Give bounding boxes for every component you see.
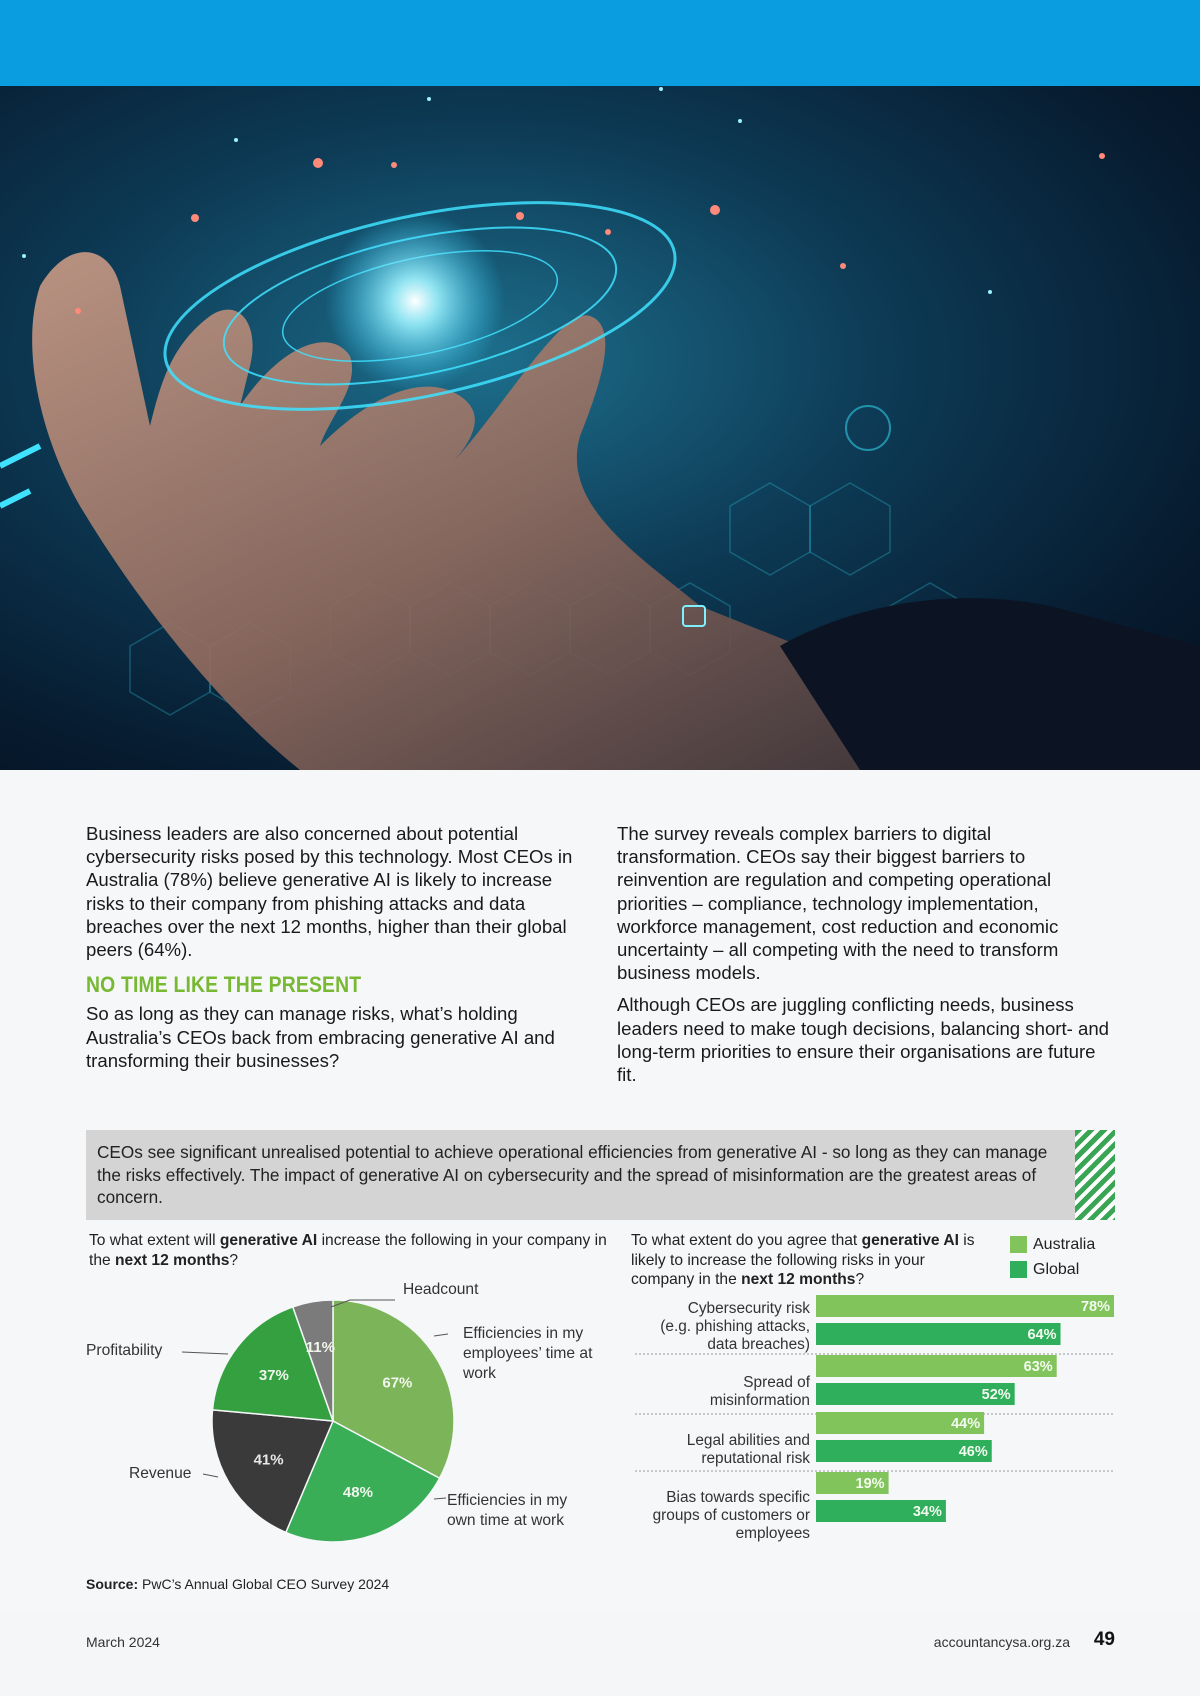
question-text: increase the following in your company in the	[89, 1232, 607, 1269]
hatch-decoration	[1075, 1130, 1115, 1220]
article-right-column	[617, 822, 1117, 1095]
question-bold: generative AI	[219, 1232, 318, 1249]
bar-category-line: Bias towards specific	[666, 1489, 810, 1506]
legend-label: Global	[1033, 1260, 1080, 1278]
bar-value-label: 46%	[958, 1444, 988, 1460]
legend-swatch	[1010, 1261, 1027, 1278]
pie-label-own-time: Efficiencies in my own time at work	[447, 1492, 568, 1529]
pie-value-label: 37%	[258, 1366, 289, 1384]
bar-category-line: Spread of	[743, 1374, 810, 1391]
pie-label-revenue: Revenue	[129, 1465, 192, 1482]
source-text: PwC’s Annual Global CEO Survey 2024	[138, 1576, 390, 1592]
bar-category-line: data breaches)	[707, 1336, 810, 1353]
bar-category-label	[660, 1300, 810, 1354]
bar-value-label: 78%	[1080, 1299, 1110, 1315]
leader-line-profitability	[182, 1352, 228, 1354]
footer-site-link[interactable]: accountancysa.org.za	[933, 1634, 1070, 1650]
pie-value-label: 11%	[305, 1339, 335, 1357]
pie-label-employees-time: Efficiencies in my employees’ time at work	[463, 1325, 593, 1382]
bar-category-line: Legal abilities and	[686, 1432, 810, 1449]
bar-australia	[816, 1355, 1057, 1377]
bar-question	[631, 1231, 981, 1290]
question-text: is likely to increase the following risks in your company in the	[631, 1232, 975, 1288]
pie-value-label: 67%	[382, 1374, 413, 1392]
banner-text: CEOs see significant unrealised potential to achieve operational efficiencies from generative AI - so long as they can manage the risks effectively. The impact of generative AI on cybersecurity and the spread of misinformation are the greatest areas of concern.	[97, 1142, 1048, 1208]
bar-value-label: 34%	[912, 1504, 942, 1520]
bar-legend	[1010, 1232, 1095, 1282]
bar-australia	[816, 1295, 1114, 1317]
legend-item-australia	[1010, 1232, 1095, 1257]
hero-image	[0, 86, 1200, 770]
bar-category-label	[653, 1489, 810, 1543]
left-paragraph-2: So as long as they can manage risks, what’s holding Australia’s CEOs back from embracing generative AI and transforming their businesses?	[86, 1003, 555, 1071]
source-note	[86, 1576, 389, 1592]
leader-line-employees-time	[434, 1334, 448, 1336]
leader-line-own-time	[434, 1498, 446, 1499]
leader-line-revenue	[203, 1474, 218, 1477]
bar-category-label	[687, 1432, 810, 1468]
footer-date: March 2024	[86, 1634, 160, 1650]
pie-label-profitability: Profitability	[86, 1342, 163, 1359]
bar-category-line: groups of customers or	[652, 1507, 810, 1524]
question-bold: generative AI	[861, 1232, 959, 1249]
top-color-bar	[0, 0, 1200, 86]
hero-illustration	[0, 86, 1200, 770]
page-number: 49	[1093, 1629, 1115, 1650]
article-left-column	[86, 822, 586, 1081]
left-paragraph-1: Business leaders are also concerned about potential cybersecurity risks posed by this technology. Most CEOs in Australia (78%) believe generative AI is likely to increase risks to their company from phishing attacks and data breaches over the next 12 months, higher than their global peers (64%).	[86, 823, 573, 961]
legend-item-global	[1010, 1257, 1095, 1282]
question-bold: next 12 months	[115, 1251, 230, 1269]
bar-value-label: 19%	[855, 1476, 885, 1492]
section-subhead: NO TIME LIKE THE PRESENT	[86, 972, 362, 998]
question-text: To what extent will	[89, 1232, 220, 1249]
question-text: To what extent do you agree that	[631, 1232, 862, 1249]
bar-global	[816, 1323, 1061, 1345]
bar-category-line: Cybersecurity risk	[687, 1300, 810, 1317]
bar-category-line: employees	[735, 1525, 810, 1542]
source-label: Source:	[86, 1576, 139, 1592]
bar-category-label	[710, 1374, 810, 1410]
question-bold: next 12 months	[741, 1271, 856, 1288]
bar-category-line: reputational risk	[701, 1450, 810, 1467]
right-paragraph-1: The survey reveals complex barriers to digital transformation. CEOs say their biggest barriers to reinvention are regulation and competing operational priorities – compliance, technology implementation, workforce management, cost reduction and economic uncertainty – all competing with the need to transform business models.	[617, 823, 1059, 984]
bar-value-label: 44%	[951, 1416, 981, 1432]
legend-label: Australia	[1033, 1235, 1096, 1253]
question-text: ?	[229, 1251, 239, 1269]
infographic-banner	[86, 1130, 1115, 1220]
bar-category-line: misinformation	[709, 1392, 810, 1409]
bar-value-label: 64%	[1027, 1327, 1057, 1343]
bar-value-label: 63%	[1023, 1359, 1053, 1375]
question-text: ?	[855, 1271, 865, 1288]
right-paragraph-2: Although CEOs are juggling conflicting needs, business leaders need to make tough decisions, balancing short- and long-term priorities to ensure their organisations are future fit.	[617, 994, 1110, 1086]
legend-swatch	[1010, 1236, 1027, 1253]
pie-question	[89, 1231, 609, 1270]
pie-value-label: 48%	[342, 1483, 373, 1501]
pie-label-headcount: Headcount	[403, 1281, 479, 1298]
bar-value-label: 52%	[981, 1387, 1011, 1403]
bar-category-line: (e.g. phishing attacks,	[660, 1318, 810, 1335]
pie-value-label: 41%	[253, 1451, 284, 1469]
